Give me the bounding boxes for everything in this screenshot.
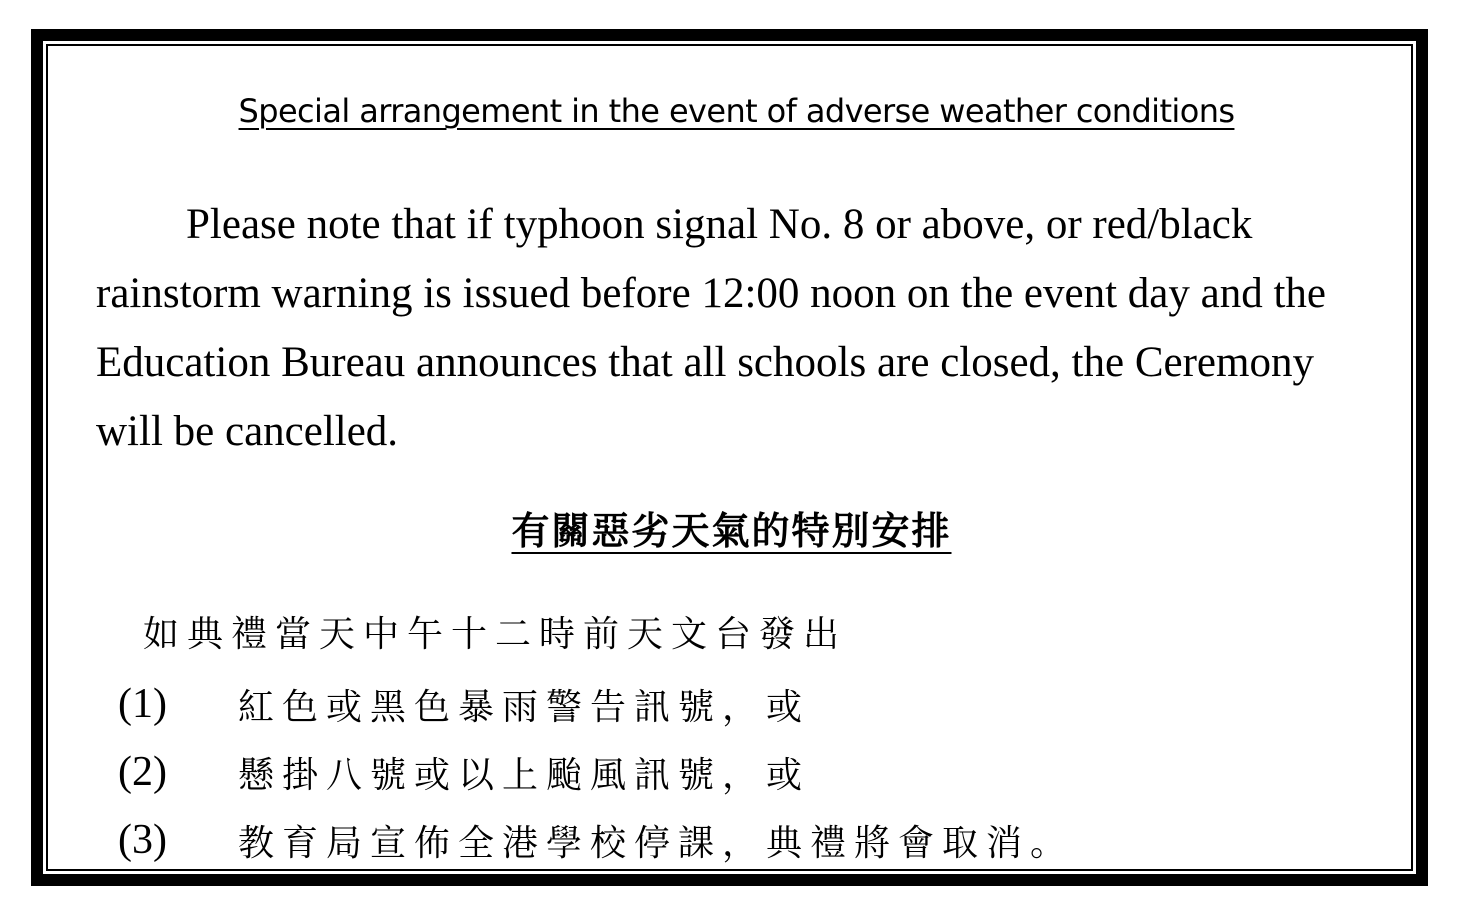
- english-notice-paragraph: [96, 190, 1416, 466]
- list-item-number: (1): [118, 681, 167, 727]
- chinese-conditions-list: [118, 670, 1074, 874]
- list-item-number: (3): [118, 817, 167, 863]
- chinese-heading: 有關惡劣天氣的特別安排: [511, 509, 952, 553]
- english-notice-line: will be cancelled.: [96, 408, 399, 455]
- list-item-text: 教育局宣佈全港學校停課，典禮將會取消。: [238, 822, 1075, 864]
- list-item: [118, 806, 1074, 874]
- list-item: [118, 670, 1074, 738]
- chinese-intro: 如典禮當天中午十二時前天文台發出: [143, 614, 848, 655]
- english-notice-line: Education Bureau announces that all schools are closed, the Ceremony: [96, 339, 1314, 386]
- english-notice-line: Please note that if typhoon signal No. 8 or above, or red/black: [186, 201, 1253, 248]
- english-notice-line: rainstorm warning is issued before 12:00 noon on the event day and the: [96, 270, 1326, 317]
- list-item-text: 紅色或黑色暴雨警告訊號，或: [238, 686, 811, 728]
- english-heading: Special arrangement in the event of adverse weather conditions: [238, 92, 1235, 130]
- list-item-number: (2): [118, 749, 167, 795]
- list-item: [118, 738, 1074, 806]
- list-item-text: 懸掛八號或以上颱風訊號，或: [238, 754, 811, 796]
